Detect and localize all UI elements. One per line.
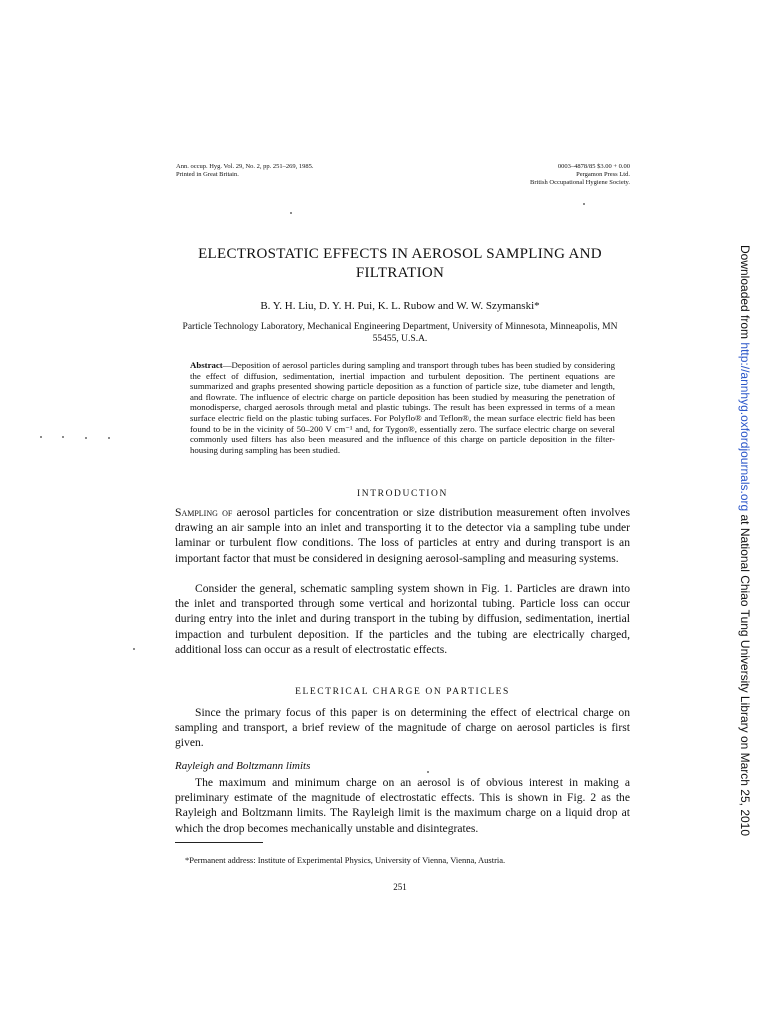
scan-speck [62,436,64,438]
download-watermark [738,245,752,837]
footnote-rule [175,842,263,843]
publisher-name: Pergamon Press Ltd. [576,171,630,178]
scan-speck [108,437,110,439]
intro-paragraph-1-text: aerosol particles for concentration or size distribution measurement often involves drawing an air sample into an inlet and transporting it to the detector via a sampling tube under laminar or turbulent flow conditions. The loss of particles at entry and during transport is an important factor that must be considered in designing aerosol-sampling and measuring systems. [175,506,630,565]
abstract-label: Abstract [190,360,223,370]
section-heading-electrical-charge: ELECTRICAL CHARGE ON PARTICLES [295,687,510,697]
download-suffix: at National Chiao Tung University Library on March 25, 2010 [738,511,752,837]
abstract [190,360,615,455]
section-heading-introduction: INTRODUCTION [357,489,448,499]
scan-speck [583,203,585,205]
rayleigh-paragraph-1: The maximum and minimum charge on an aerosol is of obvious interest in making a preliminary estimate of the magnitude of electrostatic effects. This is shown in Fig. 2 as the Rayleigh and Boltzmann limits. The Rayleigh limit is the maximum charge on a liquid drop at which the drop becomes mechanically unstable and disintegrates. [175,776,630,835]
download-link[interactable]: http://annhyg.oxfordjournals.org [738,342,752,512]
download-prefix: Downloaded from [738,245,752,343]
scan-speck [427,771,429,773]
abstract-text: —Deposition of aerosol particles during sampling and transport through tubes has been studied by considering the effect of diffusion, sedimentation, inertial impaction and turbulent deposition. The pertinent equations are summarized and graphs presented showing particle deposition as a function of particle size, tube diameter and length, and flowrate. The influence of electric charge on particle deposition has been studied by measuring the penetration of monodisperse, charged aerosols through metal and plastic tubings. The result has been expressed in terms of a mean surface electric field on the plastic tubing surfaces. For Polyflo® and Teflon®, the mean surface electric field has been found to be in the vicinity of 50–200 V cm⁻¹ and, for Tygon®, essentially zero. The surface electric charge on several commonly used filters has also been measured and the influence of this charge on particle deposition in the filter-housing during sampling has been studied. [190,360,615,455]
paper-title: ELECTROSTATIC EFFECTS IN AEROSOL SAMPLING AND FILTRATION [198,246,602,281]
page-number: 251 [393,882,407,892]
author-list: B. Y. H. Liu, D. Y. H. Pui, K. L. Rubow and W. W. Szymanski* [260,300,540,312]
footnote: *Permanent address: Institute of Experimental Physics, University of Vienna, Vienna, Austria. [185,855,506,865]
scan-speck [290,212,292,214]
issn-price: 0003–4878/85 $3.00 + 0.00 [557,163,630,170]
citation-line-1: Ann. occup. Hyg. Vol. 29, No. 2, pp. 251–269, 1985. [176,163,314,170]
scan-speck [85,437,87,439]
citation-line-2: Printed in Great Britain. [176,171,239,178]
scan-speck [40,436,42,438]
author-affiliation: Particle Technology Laboratory, Mechanical Engineering Department, University of Minnesota, Minneapolis, MN 55455, U.S.A. [182,322,618,344]
scan-speck [133,648,135,650]
society-name: British Occupational Hygiene Society. [530,179,630,186]
subsection-heading-rayleigh: Rayleigh and Boltzmann limits [175,760,311,772]
journal-citation [176,163,314,179]
intro-paragraph-2: Consider the general, schematic sampling system shown in Fig. 1. Particles are drawn into the inlet and transported through some vertical and horizontal tubing. Particle loss can occur during entry into the inlet and during transport in the tubing by diffusion, sedimentation, inertial impaction and turbulent deposition. If the particles and the tubing are electrically charged, additional loss can occur as a result of electrostatic effects. [175,582,630,656]
electrical-paragraph-1: Since the primary focus of this paper is on determining the effect of electrical charge on sampling and transport, a brief review of the magnitude of charge on aerosol particles is first given. [175,706,630,750]
intro-lead-smallcaps: Sampling of [175,506,233,519]
intro-paragraph-1 [175,505,630,566]
publisher-info [440,163,630,187]
